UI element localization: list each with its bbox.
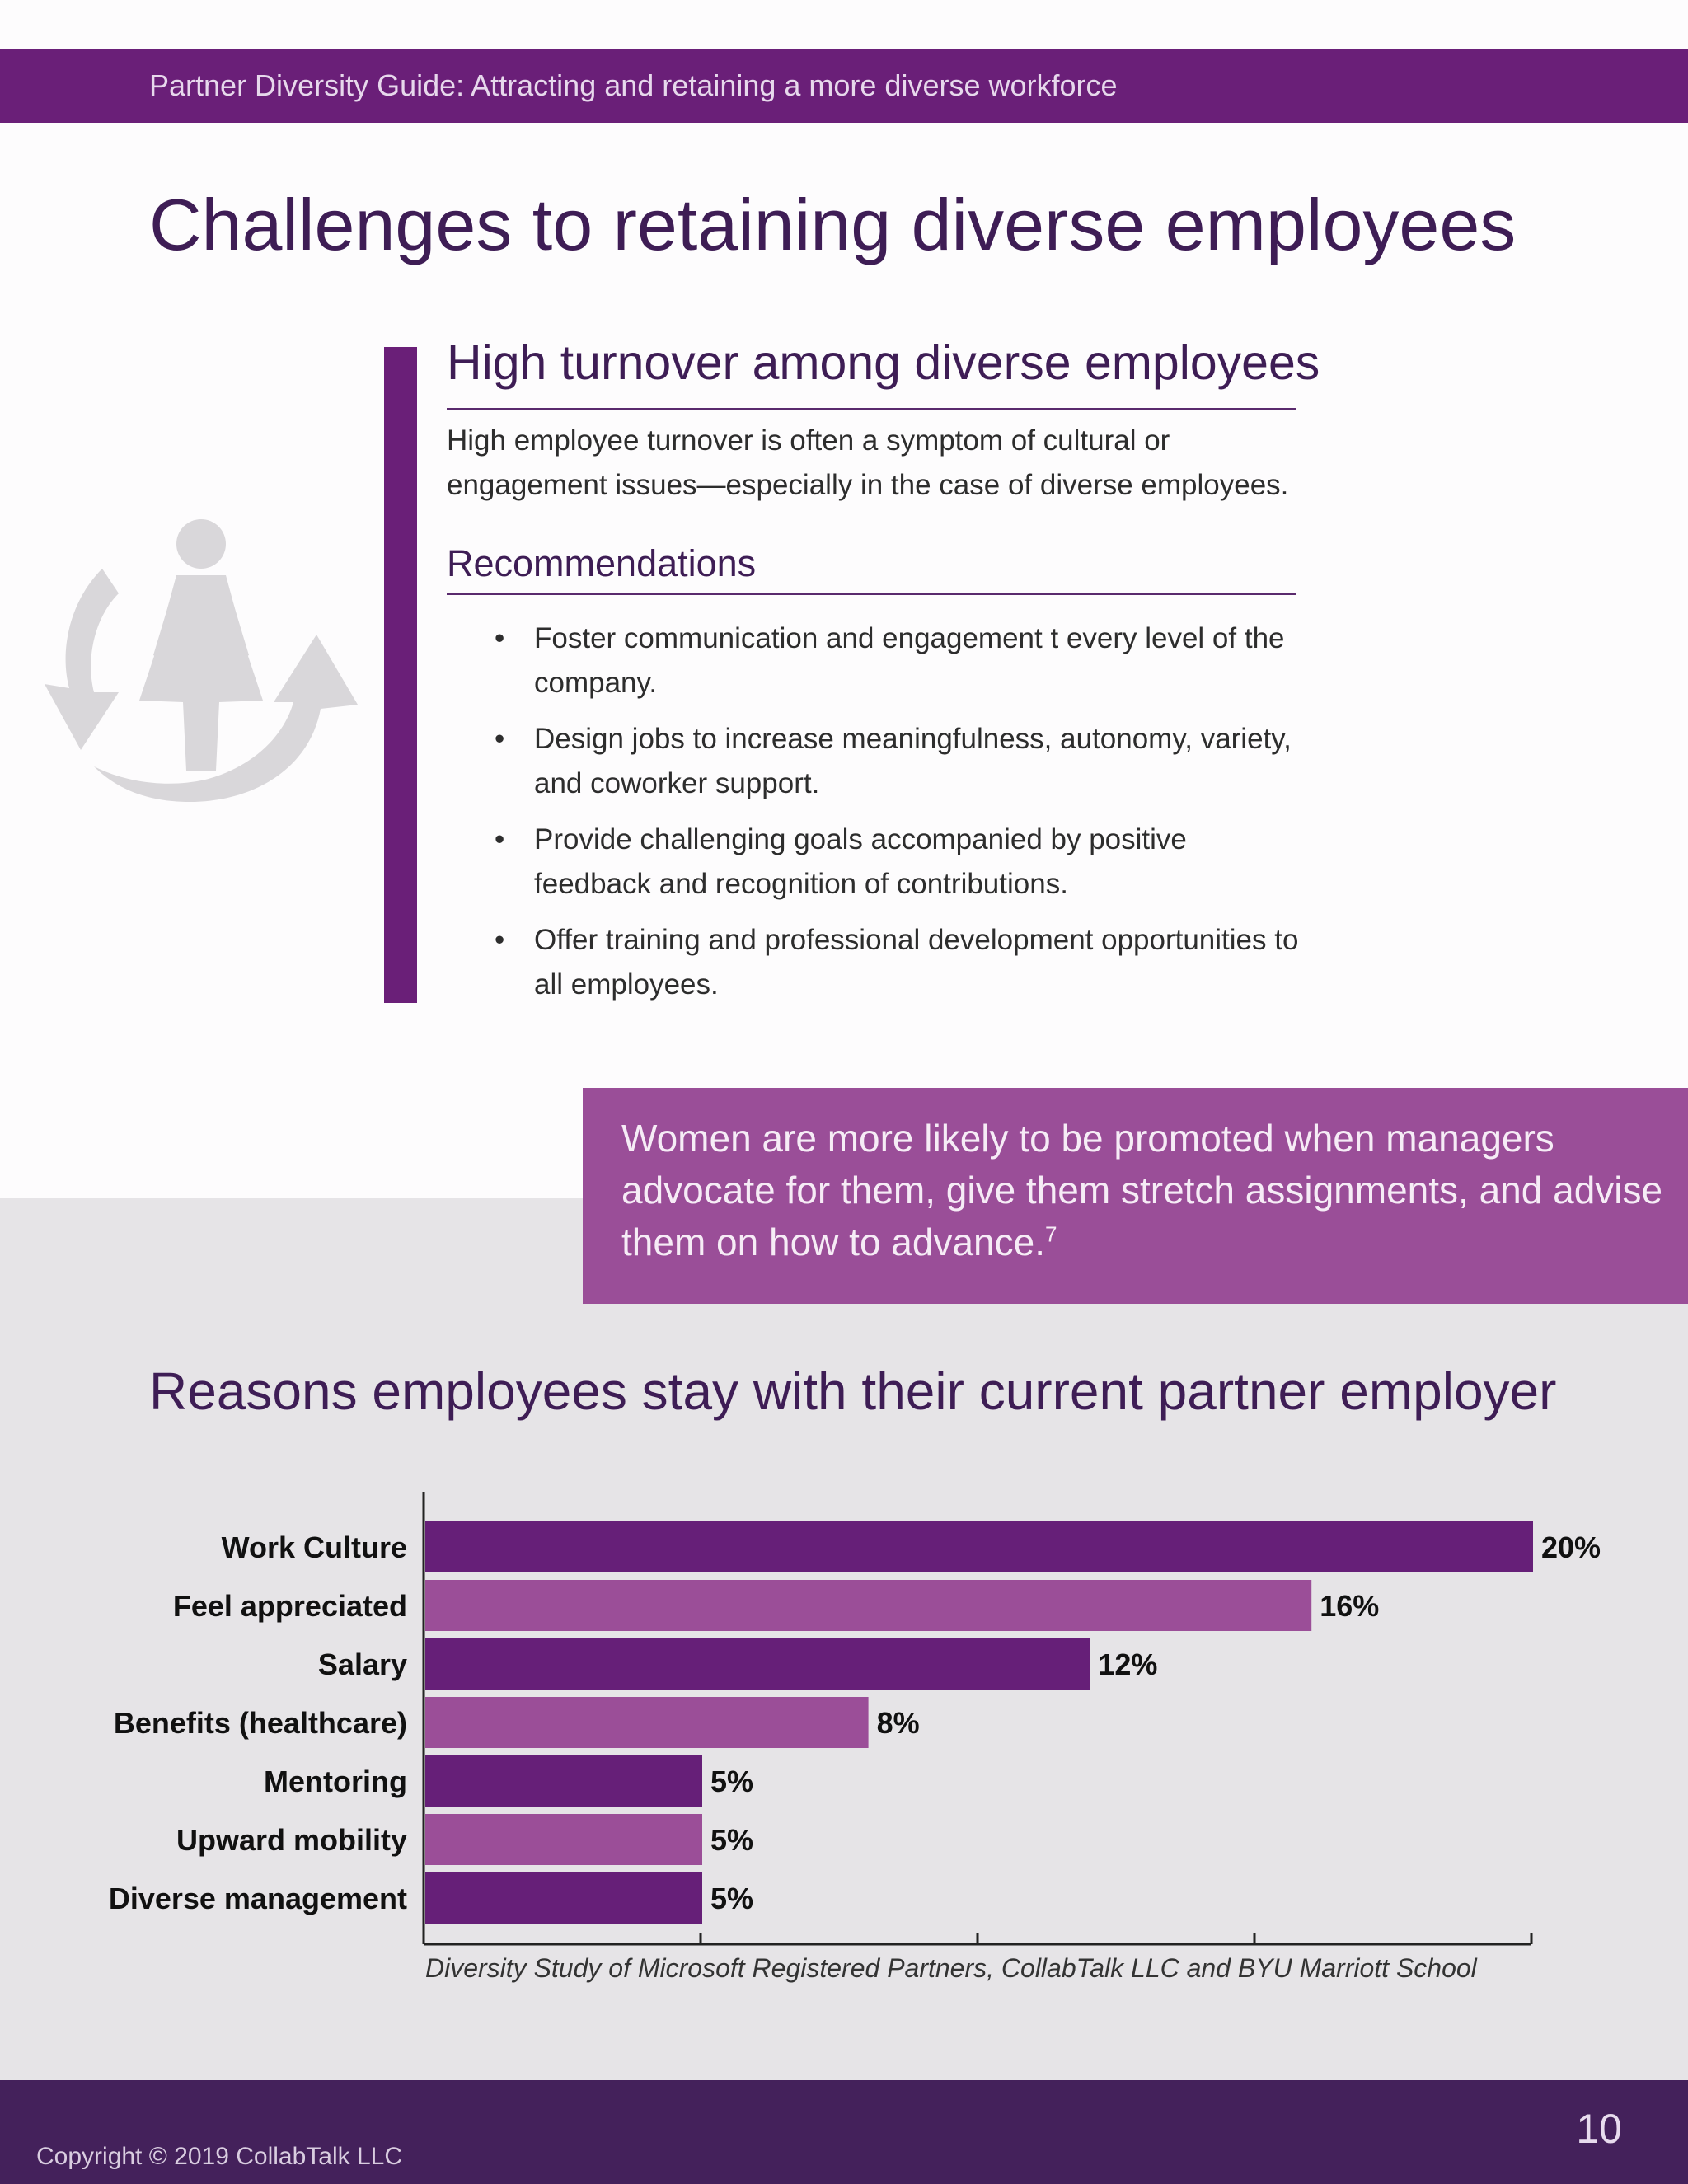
- category-label: Salary: [317, 1647, 407, 1681]
- intro-paragraph: High employee turnover is often a symptom of cultural or engagement issues—especially in the case of diverse employees.: [447, 424, 1289, 501]
- value-label: 5%: [710, 1823, 754, 1857]
- header-bar: [0, 49, 1688, 123]
- page-number: 10: [1576, 2106, 1622, 2152]
- bar: [425, 1638, 1090, 1690]
- category-label: Diverse management: [108, 1882, 407, 1915]
- chart-source: Diversity Study of Microsoft Registered Partners, CollabTalk LLC and BYU Marriott School: [425, 1953, 1477, 1983]
- bar: [425, 1872, 702, 1924]
- category-label: Feel appreciated: [172, 1589, 407, 1623]
- bar: [425, 1697, 869, 1748]
- bullet: •: [495, 723, 505, 755]
- bullet: •: [495, 823, 505, 855]
- value-label: 5%: [710, 1765, 754, 1798]
- list-item: [495, 918, 1311, 1007]
- category-label: Mentoring: [264, 1765, 407, 1798]
- copyright: Copyright © 2019 CollabTalk LLC: [36, 2143, 403, 2170]
- footer: [0, 2080, 1688, 2184]
- bullet: •: [495, 622, 505, 654]
- value-label: 12%: [1098, 1647, 1158, 1681]
- category-label: Upward mobility: [176, 1823, 407, 1857]
- accent-bar: [384, 347, 417, 1003]
- category-label: Benefits (healthcare): [113, 1706, 407, 1740]
- value-label: 5%: [710, 1882, 754, 1915]
- footnote-marker: 7: [1045, 1221, 1057, 1247]
- bar: [425, 1521, 1533, 1572]
- value-label: 16%: [1320, 1589, 1380, 1623]
- list-item: [495, 818, 1311, 907]
- list-item-text: Provide challenging goals accompanied by positive feedback and recognition of contributions.: [534, 823, 1187, 900]
- header-text: Partner Diversity Guide: Attracting and retaining a more diverse workforce: [149, 68, 1118, 102]
- quote-callout: [583, 1088, 1688, 1304]
- chart-title: Reasons employees stay with their current partner employer: [149, 1361, 1557, 1421]
- bullet: •: [495, 924, 505, 956]
- page-title: Challenges to retaining diverse employees: [149, 184, 1517, 265]
- person-cycle-icon: [36, 511, 358, 816]
- bar: [425, 1755, 702, 1807]
- value-label: 20%: [1541, 1530, 1601, 1564]
- recommendations-list: [495, 616, 1311, 1019]
- bar-chart: [0, 1475, 1688, 1970]
- value-label: 8%: [876, 1706, 920, 1740]
- recommendations-heading: Recommendations: [447, 542, 1296, 595]
- list-item-text: Foster communication and engagement t every level of the company.: [534, 622, 1285, 699]
- bar: [425, 1814, 702, 1865]
- category-label: Work Culture: [221, 1530, 407, 1564]
- list-item-text: Offer training and professional development opportunities to all employees.: [534, 924, 1299, 1001]
- list-item-text: Design jobs to increase meaningfulness, autonomy, variety, and coworker support.: [534, 723, 1292, 799]
- list-item: [495, 616, 1311, 705]
- bar: [425, 1580, 1311, 1631]
- quote-body: Women are more likely to be promoted when managers advocate for them, give them stretch assignments, and advise them on how to advance.: [621, 1117, 1663, 1263]
- section-heading: High turnover among diverse employees: [447, 335, 1296, 410]
- list-item: [495, 717, 1311, 806]
- quote-text: [621, 1113, 1668, 1268]
